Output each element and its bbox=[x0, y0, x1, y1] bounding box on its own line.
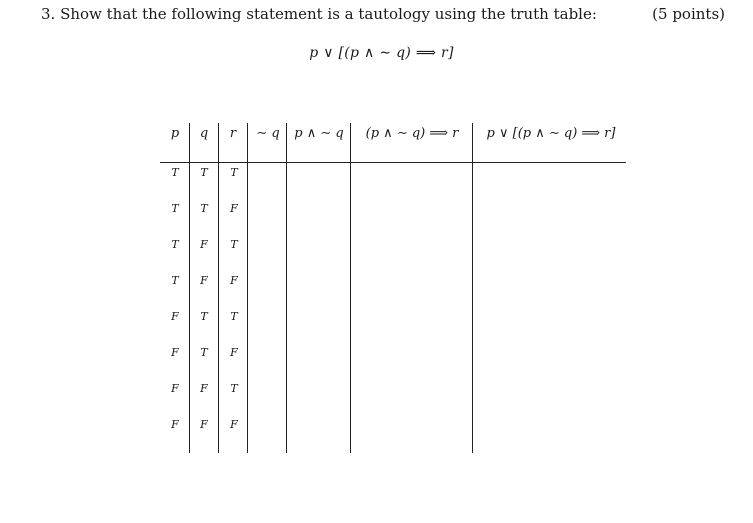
cell-q: F bbox=[200, 382, 208, 395]
header-r: r bbox=[229, 126, 237, 141]
cell-r: F bbox=[230, 274, 238, 287]
points-label: (5 points) bbox=[652, 5, 725, 23]
cell-p: F bbox=[171, 418, 179, 431]
cell-r: T bbox=[230, 382, 238, 395]
cell-r: T bbox=[230, 238, 238, 251]
column-divider bbox=[189, 123, 190, 453]
cell-r: T bbox=[230, 166, 238, 179]
statement-formula: p ∨ [(p ∧ ∼ q) ⟹ r] bbox=[309, 45, 454, 61]
question-text: 3. Show that the following statement is a tautology using the truth table: bbox=[41, 5, 597, 23]
header-final-statement: p ∨ [(p ∧ ∼ q) ⟹ r] bbox=[486, 126, 616, 141]
cell-q: T bbox=[200, 166, 208, 179]
cell-p: T bbox=[171, 166, 179, 179]
cell-p: F bbox=[171, 382, 179, 395]
cell-p: T bbox=[171, 202, 179, 215]
header-p: p bbox=[170, 126, 180, 141]
column-divider bbox=[350, 123, 351, 453]
cell-q: T bbox=[200, 346, 208, 359]
column-divider bbox=[247, 123, 248, 453]
cell-r: F bbox=[230, 202, 238, 215]
cell-p: F bbox=[171, 346, 179, 359]
cell-r: T bbox=[230, 310, 238, 323]
column-divider bbox=[472, 123, 473, 453]
cell-r: F bbox=[230, 346, 238, 359]
cell-q: T bbox=[200, 202, 208, 215]
column-divider bbox=[286, 123, 287, 453]
header-implication: (p ∧ ∼ q) ⟹ r bbox=[365, 126, 459, 141]
column-divider bbox=[218, 123, 219, 453]
cell-p: T bbox=[171, 274, 179, 287]
header-rule bbox=[160, 162, 626, 163]
header-q: q bbox=[199, 126, 209, 141]
cell-r: F bbox=[230, 418, 238, 431]
header-p-and-not-q: p ∧ ∼ q bbox=[294, 126, 344, 141]
header-not-q: ∼ q bbox=[256, 126, 280, 141]
cell-p: F bbox=[171, 310, 179, 323]
cell-q: F bbox=[200, 238, 208, 251]
cell-q: T bbox=[200, 310, 208, 323]
cell-q: F bbox=[200, 274, 208, 287]
cell-p: T bbox=[171, 238, 179, 251]
cell-q: F bbox=[200, 418, 208, 431]
